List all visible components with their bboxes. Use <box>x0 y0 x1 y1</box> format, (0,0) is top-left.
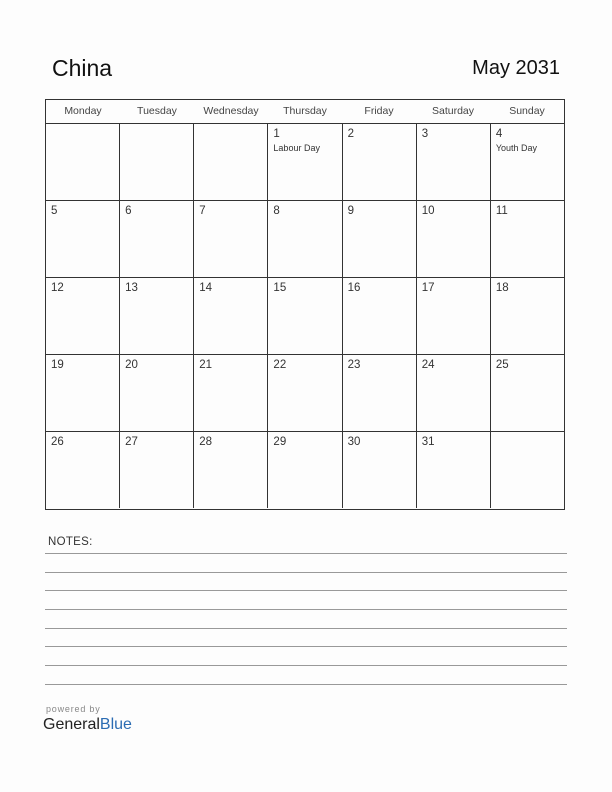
day-number: 24 <box>421 359 435 371</box>
note-line <box>45 572 567 573</box>
weekday-tuesday: Tuesday <box>137 105 177 117</box>
calendar-week-row <box>46 124 564 201</box>
weeks-container <box>46 124 564 508</box>
calendar-day-cell <box>194 124 268 200</box>
calendar-day-cell <box>491 432 564 508</box>
day-number <box>125 127 193 141</box>
day-number: 28 <box>199 436 213 448</box>
day-number: 5 <box>51 205 58 217</box>
calendar-day-cell <box>417 355 491 431</box>
note-line <box>45 590 567 591</box>
calendar-day-cell <box>194 355 268 431</box>
weekday-thursday: Thursday <box>283 105 327 117</box>
calendar-day-cell <box>491 278 564 354</box>
day-number: 10 <box>421 205 435 217</box>
day-number: 3 <box>421 128 429 140</box>
weekday-wednesday: Wednesday <box>203 105 259 117</box>
brand-name-part1: General <box>43 716 100 733</box>
day-number: 8 <box>273 205 280 217</box>
calendar-week-row <box>46 355 564 432</box>
day-number: 14 <box>199 282 213 294</box>
calendar-day-cell <box>343 278 417 354</box>
calendar-day-cell <box>268 124 342 200</box>
day-number: 29 <box>273 436 287 448</box>
calendar-day-cell <box>343 355 417 431</box>
calendar-day-cell <box>46 278 120 354</box>
calendar-day-cell <box>120 355 194 431</box>
day-number: 2 <box>347 128 354 140</box>
day-number <box>496 435 564 449</box>
day-number: 13 <box>125 282 138 294</box>
calendar-day-cell <box>120 278 194 354</box>
note-line <box>45 553 567 554</box>
weekday-header-row <box>46 100 564 124</box>
day-number: 26 <box>51 436 64 448</box>
calendar-day-cell <box>120 432 194 508</box>
note-line <box>45 628 567 629</box>
calendar-day-cell <box>491 124 564 200</box>
day-number: 17 <box>421 282 435 294</box>
day-number: 12 <box>51 282 64 294</box>
day-number: 22 <box>273 359 287 371</box>
day-number: 31 <box>421 436 435 448</box>
day-number <box>51 127 119 141</box>
day-number: 11 <box>495 205 508 217</box>
holiday-label: Youth Day <box>495 143 538 153</box>
day-number: 30 <box>347 436 361 448</box>
calendar-day-cell <box>343 432 417 508</box>
calendar-day-cell <box>417 432 491 508</box>
calendar-day-cell <box>417 124 491 200</box>
calendar-day-cell <box>491 201 564 277</box>
calendar-day-cell <box>417 201 491 277</box>
calendar-day-cell <box>120 201 194 277</box>
calendar-day-cell <box>194 278 268 354</box>
calendar-day-cell <box>491 355 564 431</box>
calendar-day-cell <box>343 201 417 277</box>
calendar-day-cell <box>417 278 491 354</box>
note-line <box>45 646 567 647</box>
calendar-week-row <box>46 278 564 355</box>
calendar-grid <box>45 99 565 510</box>
day-number: 7 <box>199 205 206 217</box>
day-number: 25 <box>495 359 509 371</box>
calendar-day-cell <box>343 124 417 200</box>
note-line <box>45 609 567 610</box>
brand-name-part2: Blue <box>99 716 132 733</box>
brand-logo <box>43 716 132 734</box>
day-number <box>199 127 267 141</box>
calendar-day-cell <box>120 124 194 200</box>
day-number: 20 <box>125 359 138 371</box>
calendar-country-title: China <box>52 55 113 81</box>
weekday-friday: Friday <box>364 105 394 117</box>
day-number: 27 <box>125 436 138 448</box>
note-line <box>45 665 567 666</box>
calendar-week-row <box>46 201 564 278</box>
calendar-day-cell <box>268 201 342 277</box>
calendar-day-cell <box>268 355 342 431</box>
calendar-day-cell <box>46 201 120 277</box>
calendar-day-cell <box>268 432 342 508</box>
calendar-day-cell <box>194 201 268 277</box>
day-number: 15 <box>273 282 287 294</box>
day-number: 9 <box>347 205 354 217</box>
weekday-sunday: Sunday <box>509 105 545 117</box>
day-number: 6 <box>125 205 132 217</box>
calendar-week-row <box>46 432 564 508</box>
holiday-label: Labour Day <box>273 143 320 153</box>
day-number: 23 <box>347 359 361 371</box>
day-number: 19 <box>51 359 64 371</box>
calendar-day-cell <box>46 124 120 200</box>
day-number: 21 <box>199 359 213 371</box>
day-number: 18 <box>495 282 509 294</box>
day-number: 16 <box>347 282 361 294</box>
day-number: 4 <box>495 128 503 140</box>
calendar-month-title: May 2031 <box>472 57 560 79</box>
calendar-day-cell <box>46 355 120 431</box>
powered-by-text: powered by <box>46 704 101 714</box>
notes-label: NOTES: <box>48 536 93 548</box>
calendar-day-cell <box>194 432 268 508</box>
weekday-saturday: Saturday <box>431 105 475 117</box>
calendar-day-cell <box>46 432 120 508</box>
weekday-monday: Monday <box>64 105 102 117</box>
day-number: 1 <box>273 128 280 140</box>
note-line <box>45 684 567 685</box>
calendar-day-cell <box>268 278 342 354</box>
